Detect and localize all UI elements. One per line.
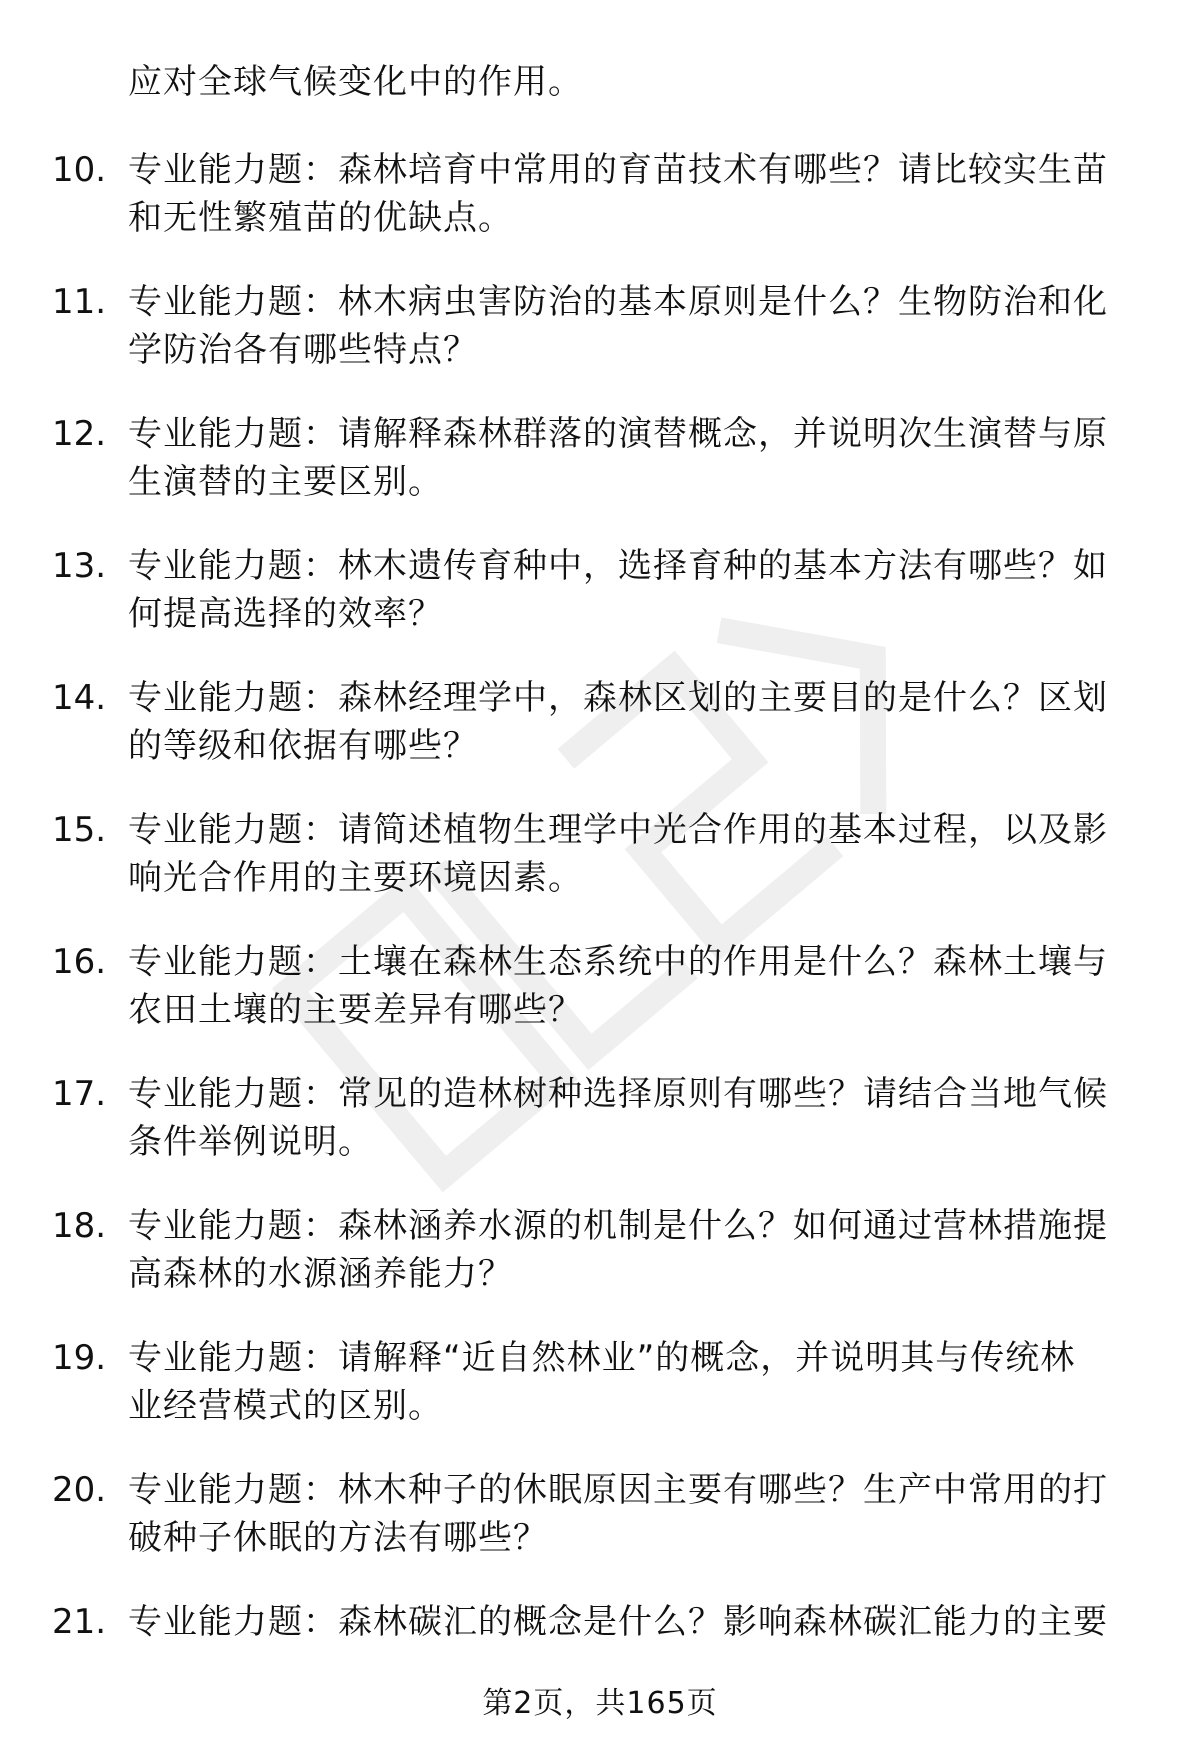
question-text-line: 专业能力题：林木病虫害防治的基本原则是什么？生物防治和化 (128, 282, 1108, 322)
question-text-line: 专业能力题：森林碳汇的概念是什么？影响森林碳汇能力的主要 (128, 1602, 1108, 1642)
continued-question-text: 应对全球气候变化中的作用。 (128, 62, 583, 102)
question-text (128, 938, 1138, 1034)
question-text (128, 278, 1138, 374)
question-text-line: 专业能力题：请简述植物生理学中光合作用的基本过程，以及影 (128, 810, 1108, 850)
question-number: 17. (52, 1074, 107, 1114)
question-text-line: 专业能力题：土壤在森林生态系统中的作用是什么？森林土壤与 (128, 942, 1108, 982)
question-item (0, 402, 1200, 534)
question-text-line: 专业能力题：请解释“近自然林业”的概念，并说明其与传统林 (128, 1338, 1076, 1378)
question-number: 20. (52, 1470, 107, 1510)
question-item (0, 666, 1200, 798)
question-text-line: 农田土壤的主要差异有哪些？ (128, 990, 583, 1030)
question-item (0, 1194, 1200, 1326)
page-number: 第2页，共165页 (482, 1686, 718, 1721)
question-text-line: 专业能力题：森林涵养水源的机制是什么？如何通过营林措施提 (128, 1206, 1108, 1246)
question-number: 10. (52, 150, 107, 190)
question-text-line: 学防治各有哪些特点？ (128, 330, 478, 370)
question-number: 19. (52, 1338, 107, 1378)
question-text-line: 高森林的水源涵养能力？ (128, 1254, 513, 1294)
question-text-line: 生演替的主要区别。 (128, 462, 443, 502)
question-item (0, 534, 1200, 666)
question-number: 14. (52, 678, 107, 718)
question-item (0, 270, 1200, 402)
question-text (128, 1334, 1138, 1430)
question-item (0, 138, 1200, 270)
question-text-line: 条件举例说明。 (128, 1122, 373, 1162)
question-text-line: 和无性繁殖苗的优缺点。 (128, 198, 513, 238)
question-number: 11. (52, 282, 107, 322)
question-text-line: 何提高选择的效率？ (128, 594, 443, 634)
question-text (128, 674, 1138, 770)
question-item (0, 798, 1200, 930)
question-number: 18. (52, 1206, 107, 1246)
question-number: 15. (52, 810, 107, 850)
question-text-line: 业经营模式的区别。 (128, 1386, 443, 1426)
question-text (128, 542, 1138, 638)
question-text-line: 的等级和依据有哪些？ (128, 726, 478, 766)
question-text-line: 专业能力题：森林培育中常用的育苗技术有哪些？请比较实生苗 (128, 150, 1108, 190)
question-item (0, 1326, 1200, 1458)
question-text (128, 410, 1138, 506)
question-item (0, 930, 1200, 1062)
question-number: 12. (52, 414, 107, 454)
question-text-line: 专业能力题：林木遗传育种中，选择育种的基本方法有哪些？如 (128, 546, 1108, 586)
question-text-line: 响光合作用的主要环境因素。 (128, 858, 583, 898)
question-text-line: 专业能力题：请解释森林群落的演替概念，并说明次生演替与原 (128, 414, 1108, 454)
question-item (0, 1458, 1200, 1590)
question-text (128, 1070, 1138, 1166)
question-item (0, 1062, 1200, 1194)
question-text-line: 专业能力题：常见的造林树种选择原则有哪些？请结合当地气候 (128, 1074, 1108, 1114)
question-text (128, 146, 1138, 242)
question-text (128, 1598, 1138, 1646)
question-text-line: 破种子休眠的方法有哪些？ (128, 1518, 548, 1558)
question-number: 21. (52, 1602, 107, 1642)
question-number: 13. (52, 546, 107, 586)
question-list (0, 138, 1200, 1722)
question-text (128, 1202, 1138, 1298)
question-text (128, 806, 1138, 902)
question-text-line: 专业能力题：森林经理学中，森林区划的主要目的是什么？区划 (128, 678, 1108, 718)
question-text-line: 专业能力题：林木种子的休眠原因主要有哪些？生产中常用的打 (128, 1470, 1108, 1510)
question-text (128, 1466, 1138, 1562)
question-number: 16. (52, 942, 107, 982)
